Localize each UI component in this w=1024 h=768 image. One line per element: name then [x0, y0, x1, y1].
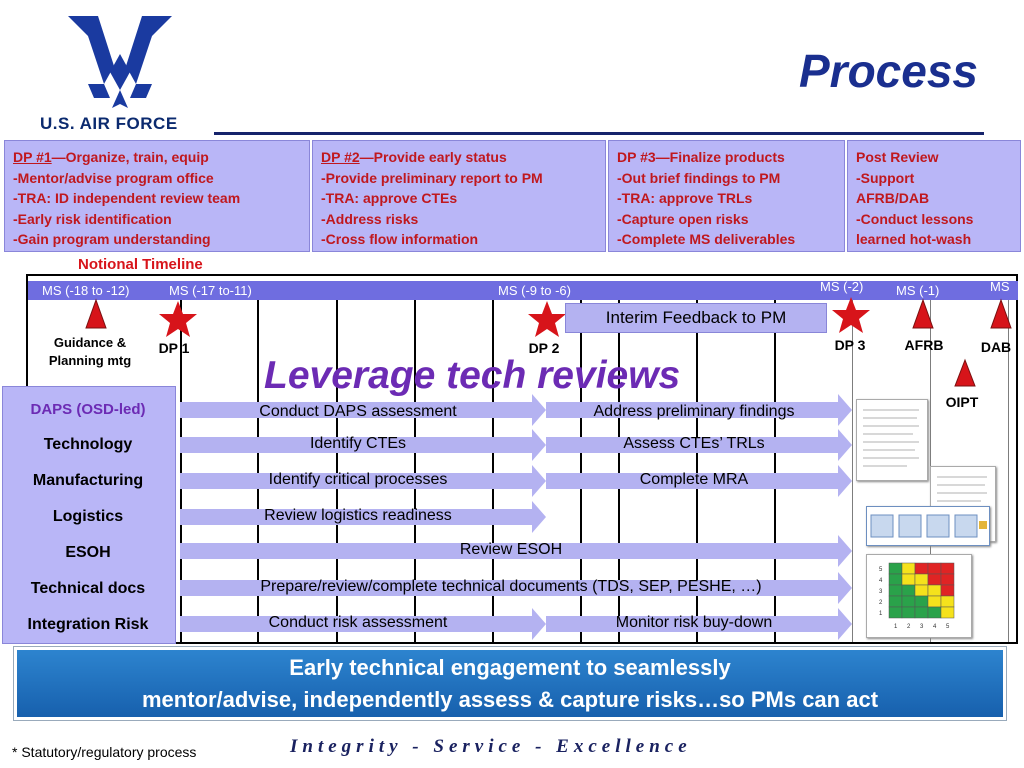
post-review-line: -Support — [856, 169, 915, 186]
risk-cell — [928, 607, 941, 618]
dp2-heading-label: DP #2 — [321, 149, 360, 165]
risk-cell — [889, 596, 902, 607]
daps-item: Logistics — [52, 508, 124, 525]
dp3-line: -TRA: approve TRLs — [617, 190, 753, 206]
risk-x-tick: 5 — [946, 624, 950, 630]
dp2-label: DP 2 — [528, 340, 560, 356]
banner-line: Early technical engagement to seamlessly — [289, 655, 731, 680]
motto: Integrity - Service - Excellence — [290, 736, 692, 757]
risk-cell — [928, 574, 941, 585]
risk-cell — [941, 574, 954, 585]
interim-feedback-box: Interim Feedback to PM — [565, 303, 827, 333]
activity-label: Monitor risk buy-down — [615, 614, 773, 631]
dp2-line: -Cross flow information — [321, 231, 479, 247]
risk-cell — [889, 563, 902, 574]
dp1-line: -TRA: ID independent review team — [13, 190, 241, 206]
risk-matrix — [866, 554, 972, 638]
dp3-box — [608, 140, 845, 252]
summary-banner — [14, 647, 1006, 720]
risk-cell — [915, 596, 928, 607]
page-title: Process — [798, 45, 978, 97]
risk-cell — [928, 596, 941, 607]
dp3-line: -Out brief findings to PM — [617, 169, 781, 186]
dp3-heading: DP #3—Finalize products — [617, 149, 785, 165]
daps-item: Manufacturing — [32, 472, 144, 489]
risk-x-tick: 4 — [933, 624, 937, 630]
milestone-triangle-icon — [911, 298, 935, 330]
risk-cell — [889, 607, 902, 618]
star-icon — [527, 300, 567, 338]
risk-cell — [902, 596, 915, 607]
activity-label: Review logistics readiness — [264, 507, 452, 524]
dab-label: DAB — [980, 339, 1012, 355]
dp1-line: -Gain program understanding — [13, 231, 211, 247]
risk-cell — [928, 585, 941, 596]
dp2-heading-text: —Provide early status — [359, 149, 507, 165]
activity-label: Review ESOH — [459, 541, 563, 558]
milestone-label: MS (-2) — [820, 279, 864, 294]
dp3-line: -Capture open risks — [617, 210, 749, 227]
oipt-label: OIPT — [945, 394, 979, 410]
post-review-heading: Post Review — [856, 149, 939, 165]
post-review-line: -Conduct lessons — [856, 210, 974, 227]
post-review-box — [847, 140, 1021, 252]
org-name: U.S. AIR FORCE — [40, 114, 178, 133]
star-icon — [831, 296, 871, 334]
risk-x-tick: 1 — [894, 624, 898, 630]
activity-label: Assess CTEs’ TRLs — [623, 435, 765, 452]
title-divider — [214, 132, 984, 135]
risk-y-tick: 1 — [879, 611, 883, 617]
milestone-label: MS (-1) — [896, 283, 940, 298]
activity-label: Conduct risk assessment — [268, 614, 448, 631]
dp1-box — [4, 140, 310, 252]
guidance-label: Guidance & Planning mtg — [48, 335, 132, 368]
risk-cell — [915, 574, 928, 585]
dp1-heading — [13, 147, 301, 168]
dp2-box — [312, 140, 606, 252]
risk-cell — [902, 585, 915, 596]
risk-y-tick: 3 — [879, 589, 883, 595]
risk-matrix-grid — [867, 555, 971, 637]
milestone-label: MS (-9 to -6) — [498, 283, 571, 298]
milestone-triangle-icon — [84, 298, 108, 330]
afrb-label: AFRB — [904, 337, 944, 353]
risk-x-tick: 3 — [920, 624, 924, 630]
risk-cell — [889, 585, 902, 596]
activity-label: Identify critical processes — [268, 471, 448, 488]
star-icon — [158, 300, 198, 338]
milestone-triangle-icon — [989, 298, 1013, 330]
risk-y-tick: 2 — [879, 600, 883, 606]
risk-y-tick: 5 — [879, 567, 883, 573]
risk-cell — [915, 563, 928, 574]
dp3-label: DP 3 — [834, 337, 866, 353]
dp1-heading-text: —Organize, train, equip — [51, 149, 209, 165]
footnote: * Statutory/regulatory process — [12, 744, 197, 760]
activity-label: Address preliminary findings — [593, 403, 795, 420]
post-review-line: learned hot-wash — [856, 231, 972, 247]
timeline-label: Notional Timeline — [78, 256, 203, 273]
risk-cell — [902, 607, 915, 618]
daps-item: Integration Risk — [27, 616, 149, 633]
risk-cell — [941, 607, 954, 618]
document-thumbnail — [856, 399, 928, 481]
dp1-heading-label: DP #1 — [13, 149, 52, 165]
dp3-line: -Complete MS deliverables — [617, 231, 796, 247]
risk-cell — [902, 563, 915, 574]
headline: Leverage tech reviews — [264, 354, 681, 397]
risk-cell — [941, 585, 954, 596]
milestone-triangle-icon — [953, 358, 977, 388]
activity-label: Prepare/review/complete technical documents (TDS, SEP, PESHE, …) — [260, 578, 762, 595]
workflow-thumbnail — [866, 506, 990, 546]
risk-y-tick: 4 — [879, 578, 883, 584]
risk-cell — [902, 574, 915, 585]
dp2-line: -Provide preliminary report to PM — [321, 169, 543, 186]
activity-label: Identify CTEs — [309, 435, 407, 452]
risk-cell — [941, 563, 954, 574]
banner-line: mentor/advise, independently assess & capture risks…so PMs can act — [141, 687, 879, 712]
milestone-label: MS (-17 to-11) — [169, 283, 252, 298]
daps-item: Technical docs — [30, 580, 146, 597]
dp2-line: -Address risks — [321, 210, 419, 227]
daps-item: Technology — [43, 436, 133, 453]
risk-x-tick: 2 — [907, 624, 911, 630]
risk-cell — [928, 563, 941, 574]
dp2-line: -TRA: approve CTEs — [321, 190, 458, 206]
dp1-line: -Mentor/advise program office — [13, 169, 214, 186]
risk-cell — [915, 585, 928, 596]
risk-cell — [915, 607, 928, 618]
milestone-label: MS (-18 to -12) — [42, 283, 130, 298]
dp1-line: -Early risk identification — [13, 210, 172, 227]
milestone-label: MS — [990, 279, 1010, 294]
risk-cell — [941, 596, 954, 607]
activity-label: Complete MRA — [639, 471, 749, 488]
post-review-line: AFRB/DAB — [856, 190, 930, 206]
daps-item: ESOH — [65, 544, 111, 561]
dp1-label: DP 1 — [158, 340, 190, 356]
activity-label: Conduct DAPS assessment — [259, 403, 457, 420]
risk-cell — [889, 574, 902, 585]
daps-heading: DAPS (OSD-led) — [30, 401, 146, 418]
dp2-heading — [321, 147, 597, 168]
